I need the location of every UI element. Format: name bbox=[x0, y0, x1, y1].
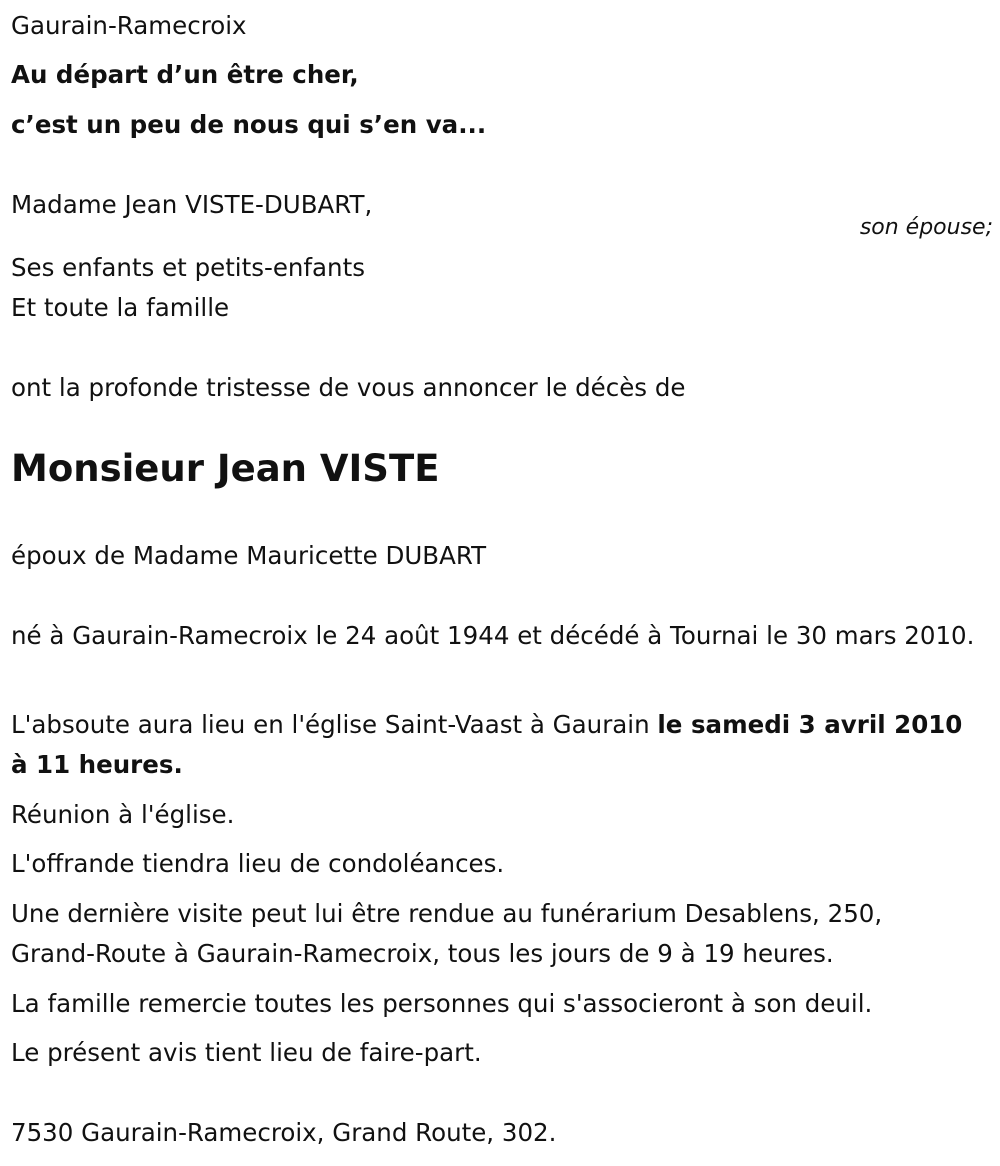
spouse-name: Madame Jean VISTE-DUBART, bbox=[11, 190, 373, 219]
thanks-line: La famille remercie toutes les personnes qui s'associeront à son deuil. bbox=[11, 989, 873, 1018]
family-line: Et toute la famille bbox=[11, 293, 230, 322]
service-paragraph bbox=[11, 705, 971, 785]
location-header: Gaurain-Ramecroix bbox=[11, 11, 247, 40]
spouse-of-line: époux de Madame Mauricette DUBART bbox=[11, 541, 487, 570]
notice-statement-line: Le présent avis tient lieu de faire-part. bbox=[11, 1038, 482, 1067]
spouse-role: son épouse; bbox=[859, 215, 993, 240]
birth-death-paragraph: né à Gaurain-Ramecroix le 24 août 1944 et décédé à Tournai le 30 mars 2010. bbox=[11, 621, 975, 650]
quote-line-1: Au départ d’un être cher, bbox=[11, 60, 359, 89]
meeting-line: Réunion à l'église. bbox=[11, 800, 235, 829]
announcement-line: ont la profonde tristesse de vous annoncer le décès de bbox=[11, 373, 686, 402]
service-date: le samedi 3 avril 2010 à 11 heures. bbox=[11, 710, 963, 779]
service-text: L'absoute aura lieu en l'église Saint-Vaast à Gaurain bbox=[11, 710, 658, 739]
offering-line: L'offrande tiendra lieu de condoléances. bbox=[11, 849, 505, 878]
visit-paragraph: Une dernière visite peut lui être rendue au funérarium Desablens, 250, Grand-Route à Gaurain-Ramecroix, tous les jours de 9 à 19 heures. bbox=[11, 899, 883, 968]
children-line: Ses enfants et petits-enfants bbox=[11, 253, 365, 282]
address-line: 7530 Gaurain-Ramecroix, Grand Route, 302. bbox=[11, 1118, 557, 1147]
quote-line-2: c’est un peu de nous qui s’en va... bbox=[11, 110, 487, 139]
deceased-name: Monsieur Jean VISTE bbox=[11, 447, 440, 490]
